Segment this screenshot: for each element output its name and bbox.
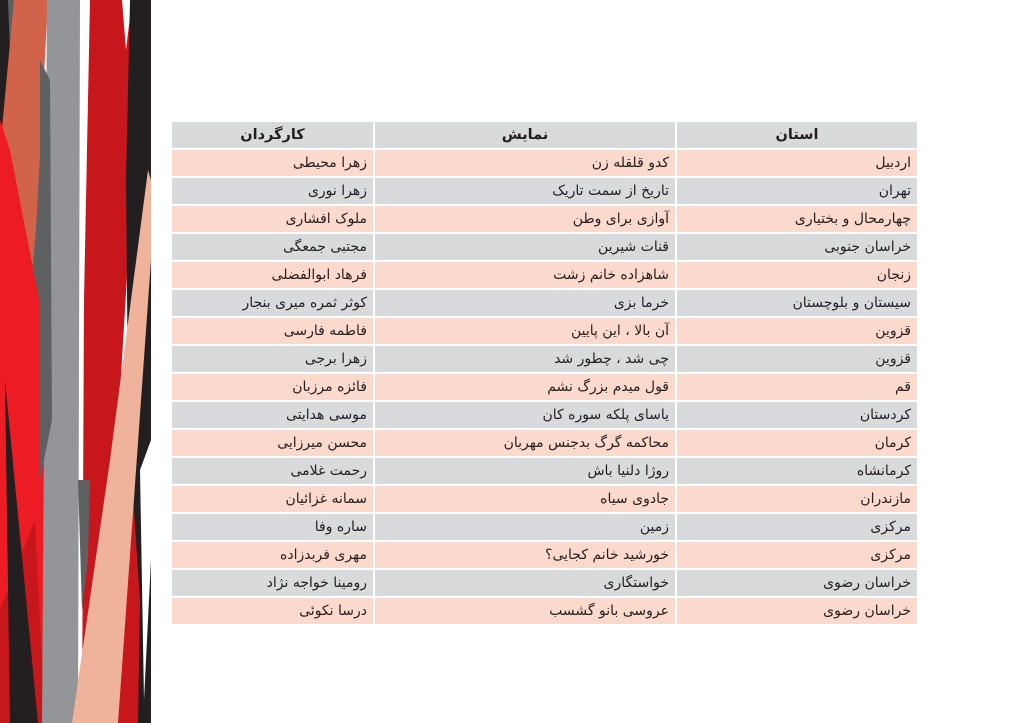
- table-row: [171, 177, 918, 205]
- header-director: کارگردان: [171, 121, 374, 149]
- cell-province: قم: [676, 373, 918, 401]
- cell-province: مرکزی: [676, 513, 918, 541]
- cell-province: مازندران: [676, 485, 918, 513]
- table-row: [171, 261, 918, 289]
- stripes-graphic: [0, 0, 151, 723]
- festival-plays-table-container: [170, 120, 917, 626]
- cell-province: کرمانشاه: [676, 457, 918, 485]
- cell-province: چهارمحال و بختیاری: [676, 205, 918, 233]
- cell-director: موسی هدایتی: [171, 401, 374, 429]
- cell-province: سیستان و بلوچستان: [676, 289, 918, 317]
- header-play: نمایش: [374, 121, 676, 149]
- cell-province: زنجان: [676, 261, 918, 289]
- cell-director: درسا نکوئی: [171, 597, 374, 625]
- table-row: [171, 457, 918, 485]
- cell-director: کوثر ثمره میری بنجار: [171, 289, 374, 317]
- cell-play: قول میدم بزرگ نشم: [374, 373, 676, 401]
- cell-play: جادوی سیاه: [374, 485, 676, 513]
- cell-director: زهرا محیطی: [171, 149, 374, 177]
- table-row: [171, 149, 918, 177]
- cell-province: خراسان رضوی: [676, 569, 918, 597]
- cell-province: مرکزی: [676, 541, 918, 569]
- cell-province: کردستان: [676, 401, 918, 429]
- cell-director: فائزه مرزبان: [171, 373, 374, 401]
- table-row: [171, 485, 918, 513]
- cell-province: قزوین: [676, 345, 918, 373]
- table-row: [171, 429, 918, 457]
- festival-plays-table: [170, 120, 919, 626]
- cell-director: فرهاد ابوالفضلی: [171, 261, 374, 289]
- cell-play: خرما بزی: [374, 289, 676, 317]
- table-row: [171, 513, 918, 541]
- decorative-stripes-artwork: [0, 0, 151, 723]
- cell-director: محسن میرزایی: [171, 429, 374, 457]
- cell-play: کدو قلقله زن: [374, 149, 676, 177]
- table-row: [171, 317, 918, 345]
- cell-director: ملوک افشاری: [171, 205, 374, 233]
- cell-play: آوازی برای وطن: [374, 205, 676, 233]
- cell-director: زهرا برجی: [171, 345, 374, 373]
- cell-director: رحمت غلامی: [171, 457, 374, 485]
- table-row: [171, 345, 918, 373]
- table-row: [171, 289, 918, 317]
- cell-director: فاطمه فارسی: [171, 317, 374, 345]
- cell-play: آن بالا ، این پایین: [374, 317, 676, 345]
- cell-play: یاسای پلکه سوره کان: [374, 401, 676, 429]
- cell-play: زمین: [374, 513, 676, 541]
- table-row: [171, 541, 918, 569]
- cell-director: مهری فربدزاده: [171, 541, 374, 569]
- cell-province: اردبیل: [676, 149, 918, 177]
- cell-director: سمانه غزائیان: [171, 485, 374, 513]
- cell-play: قنات شیرین: [374, 233, 676, 261]
- table-row: [171, 373, 918, 401]
- cell-province: خراسان رضوی: [676, 597, 918, 625]
- cell-play: خورشید خانم کجایی؟: [374, 541, 676, 569]
- cell-province: قزوین: [676, 317, 918, 345]
- cell-play: عروسی بانو گشسب: [374, 597, 676, 625]
- cell-province: خراسان جنوبی: [676, 233, 918, 261]
- cell-play: خواستگاری: [374, 569, 676, 597]
- table-row: [171, 597, 918, 625]
- cell-director: زهرا نوری: [171, 177, 374, 205]
- cell-play: محاکمه گرگ بدجنس مهربان: [374, 429, 676, 457]
- cell-director: ساره وفا: [171, 513, 374, 541]
- header-province: استان: [676, 121, 918, 149]
- cell-province: کرمان: [676, 429, 918, 457]
- table-row: [171, 569, 918, 597]
- cell-play: شاهزاده خانم زشت: [374, 261, 676, 289]
- cell-province: تهران: [676, 177, 918, 205]
- table-row: [171, 205, 918, 233]
- cell-play: چی شد ، چطور شد: [374, 345, 676, 373]
- cell-play: تاریخ از سمت تاریک: [374, 177, 676, 205]
- table-row: [171, 401, 918, 429]
- table-row: [171, 233, 918, 261]
- cell-director: مجتبی جمعگی: [171, 233, 374, 261]
- cell-play: روژا دلنیا باش: [374, 457, 676, 485]
- cell-director: رومینا خواجه نژاد: [171, 569, 374, 597]
- table-header-row: [171, 121, 918, 149]
